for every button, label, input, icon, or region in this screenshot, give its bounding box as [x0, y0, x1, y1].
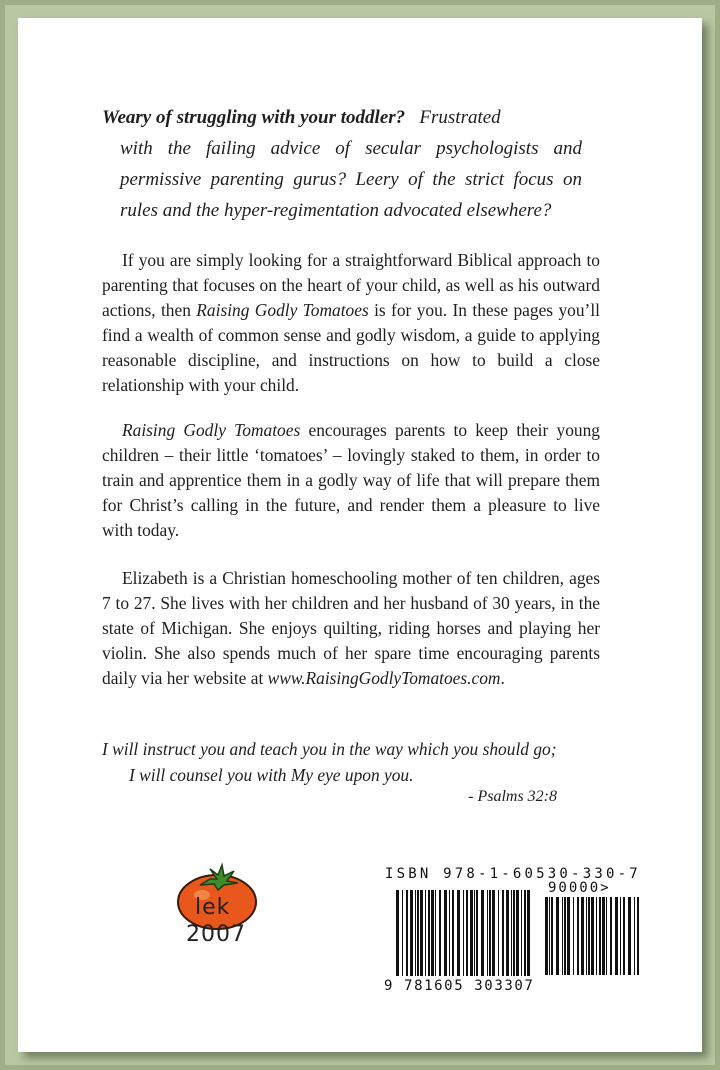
quote-line-2: I will counsel you with My eye upon you. — [129, 765, 414, 785]
para3-after: . — [500, 668, 505, 688]
hook-rest: with the failing advice of secular psychologists and permissive parenting gurus? Leery of the strict focus on rules and the hyper-regimentation advocated elsewhere? — [120, 138, 582, 221]
paragraph-description — [102, 418, 600, 543]
book-title-ref: Raising Godly Tomatoes — [196, 300, 369, 320]
book-title-ref-2: Raising Godly Tomatoes — [122, 420, 301, 440]
para3-before: Elizabeth is a Christian homeschooling mother of ten children, ages 7 to 27. She lives with her children and her husband of 30 years, in the state of Michigan. She enjoys quilting, riding horses and playing her violin. She also spends much of her spare time encouraging parents daily via her website at — [102, 568, 600, 688]
signature-initials: lek — [195, 895, 231, 920]
addon-barcode — [545, 897, 639, 975]
para2-after: encourages parents to keep their young children – their little ‘tomatoes’ – lovingly staked to them, in order to train and apprentice them in a godly way of life that will prepare them for Christ’s calling in the future, and render them a pleasure to live with today. — [102, 420, 600, 540]
quote-attribution: - Psalms 32:8 — [468, 788, 557, 805]
scripture-quote — [102, 736, 557, 788]
ean-number: 9 781605 303307 — [384, 978, 535, 994]
isbn-label: ISBN 978-1-60530-330-7 — [385, 866, 641, 882]
hook-line1-rest: Frustrated — [419, 107, 501, 128]
paragraph-intro — [102, 248, 600, 398]
hook-lead: Weary of struggling with your toddler? — [102, 107, 406, 128]
price-code-label: 90000> — [548, 880, 611, 896]
para1-before: If you are simply looking for a straightforward Biblical approach to parenting that focuses on the heart of your child, as well as his outward actions, then — [102, 250, 600, 320]
hook-text — [102, 102, 582, 226]
para1-after: is for you. In these pages you’ll find a wealth of common sense and godly wisdom, a guide to applying reasonable discipline, and instructions on how to build a close relationship with your child. — [102, 300, 600, 395]
signature-year: 2007 — [186, 922, 246, 947]
quote-line-1: I will instruct you and teach you in the way which you should go; — [102, 739, 557, 759]
website-link[interactable]: www.RaisingGodlyTomatoes.com — [267, 668, 501, 688]
paragraph-author-bio — [102, 566, 600, 691]
ean-barcode — [396, 890, 530, 982]
